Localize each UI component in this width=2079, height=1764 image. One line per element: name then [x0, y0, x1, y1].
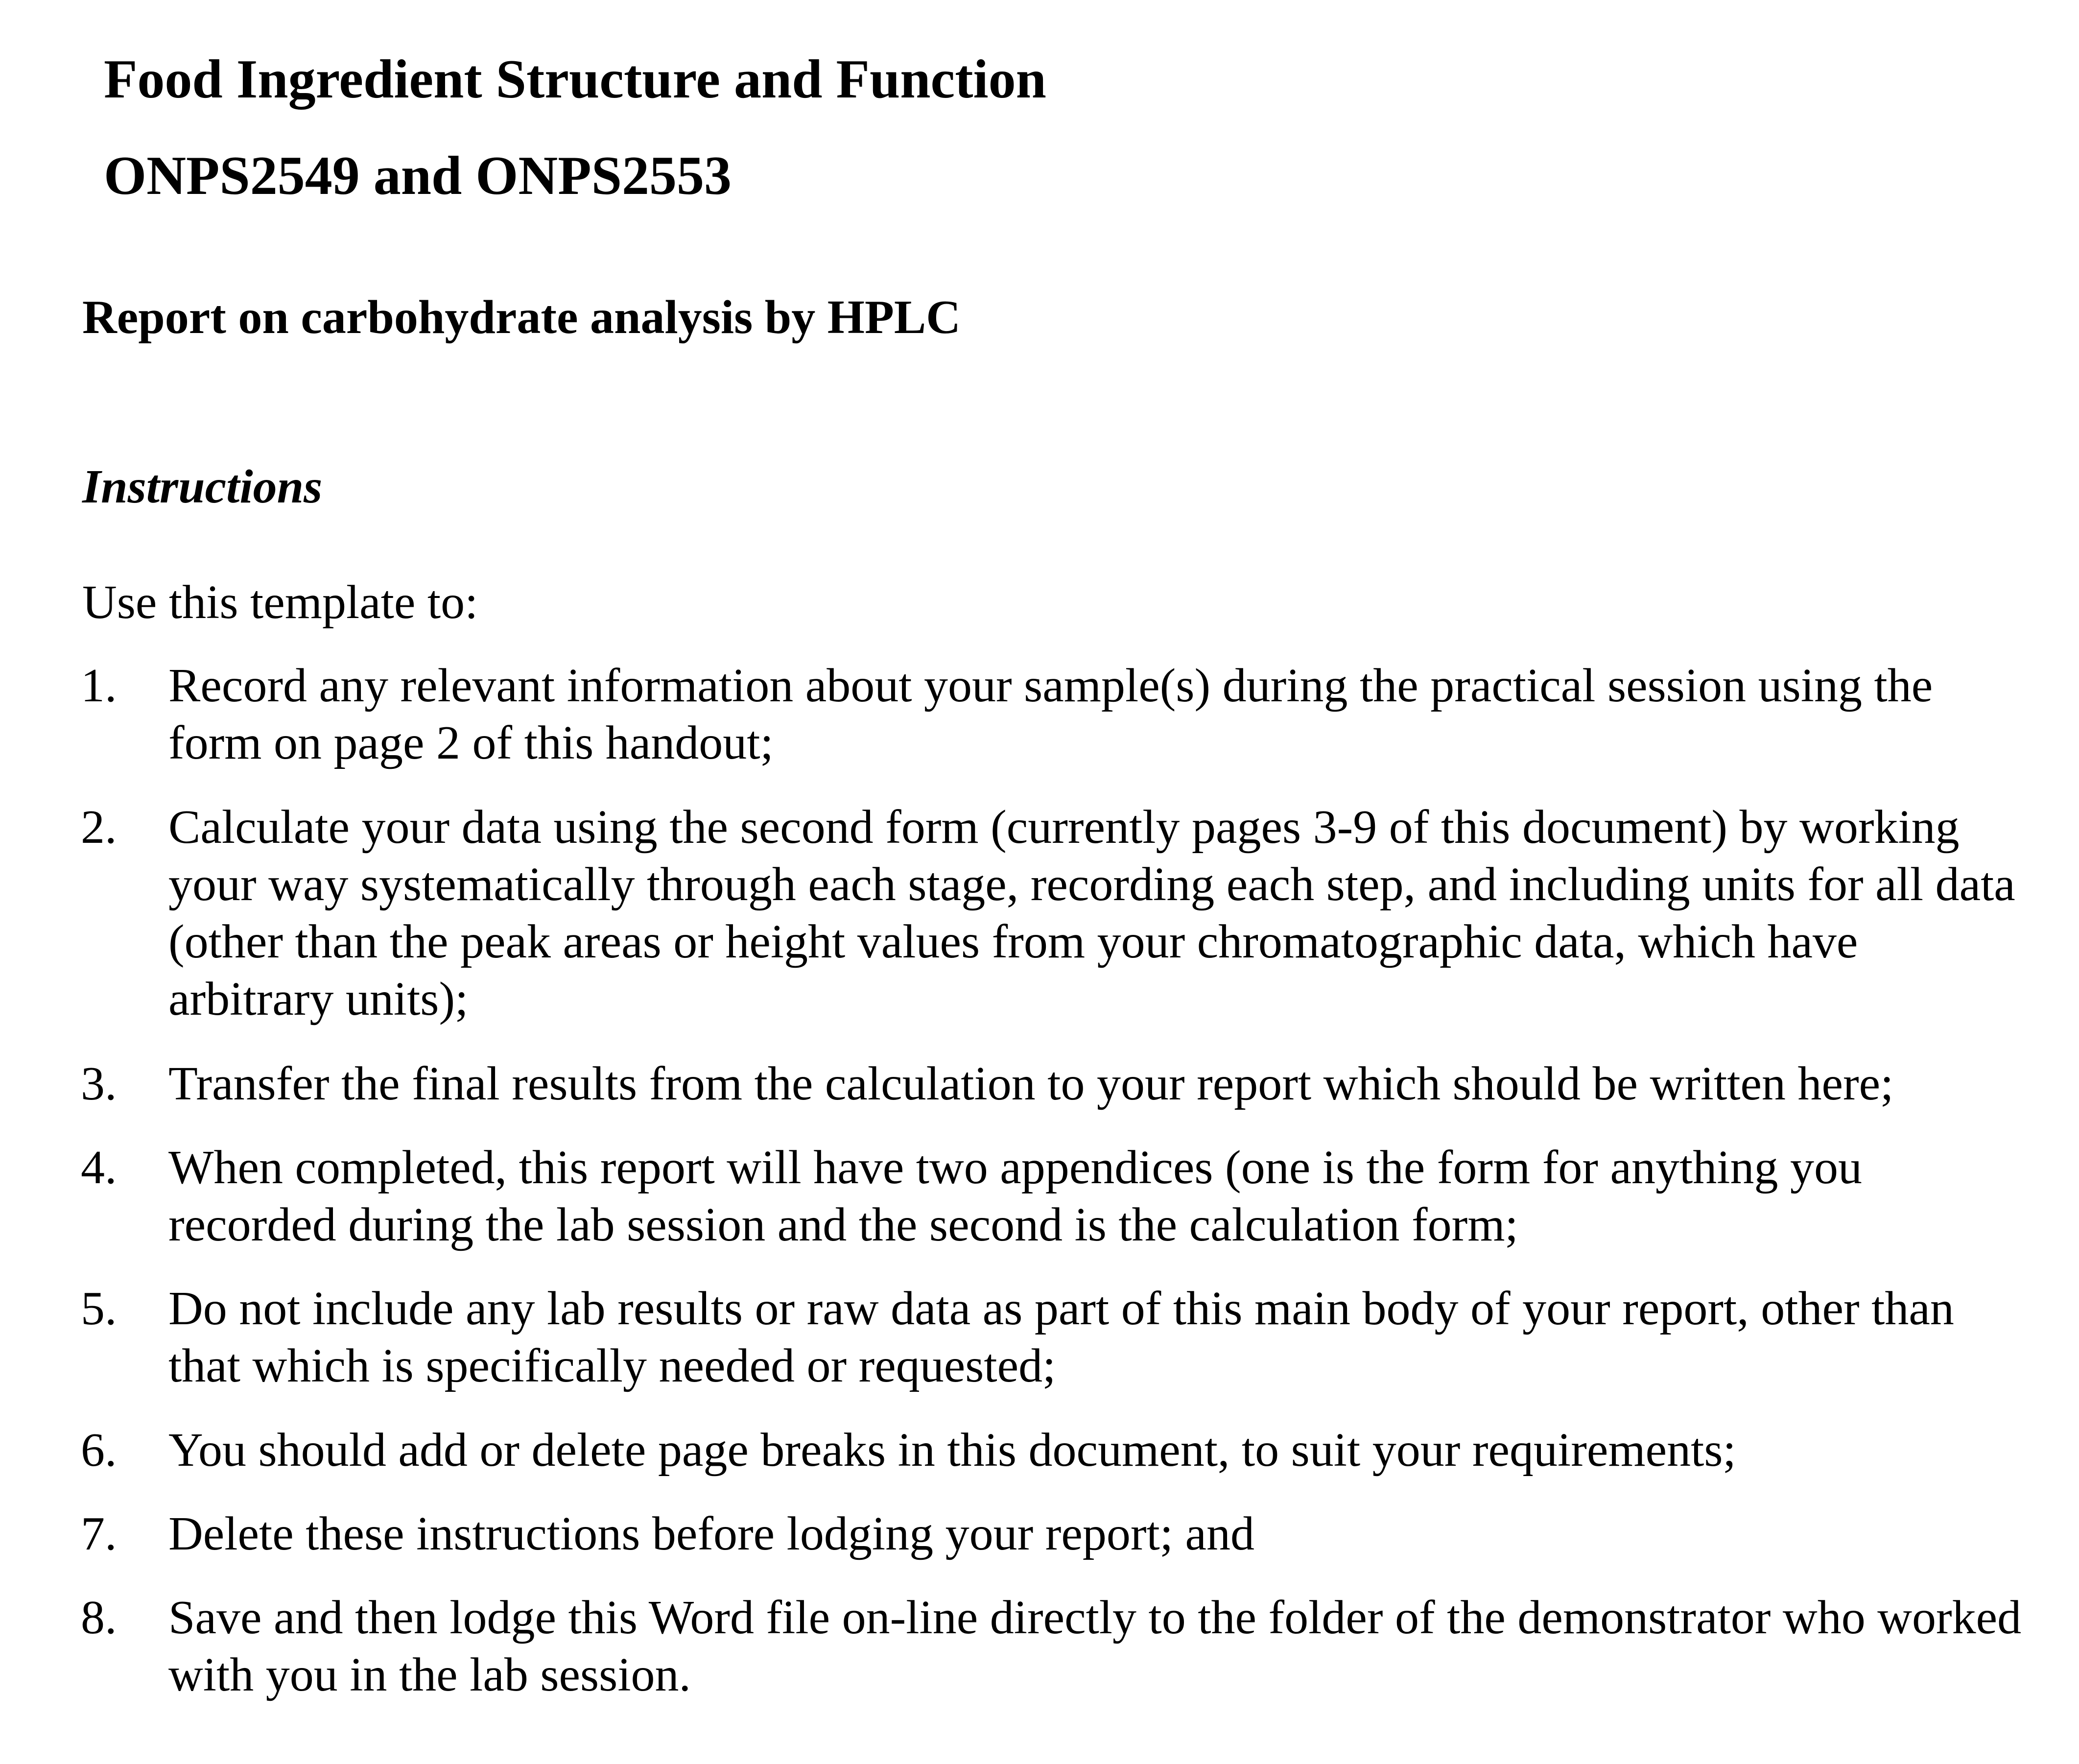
instruction-text: You should add or delete page breaks in this document, to suit your requirements;: [168, 1424, 1736, 1477]
instruction-number: 5.: [81, 1282, 117, 1335]
course-codes: ONPS2549 and ONPS2553: [104, 145, 732, 206]
instruction-number: 1.: [81, 659, 117, 712]
instruction-text: Transfer the final results from the calculation to your report which should be written here;: [168, 1057, 1894, 1110]
instruction-text: When completed, this report will have two appendices (one is the form for anything you recorded during the lab session and the second is the calculation form;: [168, 1141, 1862, 1251]
instructions-intro: Use this template to:: [82, 576, 478, 629]
report-subtitle: Report on carbohydrate analysis by HPLC: [82, 291, 961, 344]
instructions-heading: Instructions: [82, 460, 323, 513]
instruction-text: Calculate your data using the second form (currently pages 3-9 of this document) by working your way systematically through each stage, recording each step, and including units for all data (other than the peak areas or height values from your chromatographic data, which have arbitrary units);: [168, 801, 2015, 1025]
instruction-number: 7.: [81, 1507, 117, 1560]
instruction-text: Do not include any lab results or raw data as part of this main body of your report, other than that which is specifically needed or requested;: [168, 1282, 1954, 1392]
instruction-number: 2.: [81, 801, 117, 854]
instruction-text: Delete these instructions before lodging your report; and: [168, 1507, 1254, 1560]
document-title: Food Ingredient Structure and Function: [104, 49, 1046, 110]
instruction-number: 6.: [81, 1424, 117, 1477]
instruction-number: 8.: [81, 1591, 117, 1644]
instruction-text: Record any relevant information about your sample(s) during the practical session using the form on page 2 of this handout;: [168, 659, 1933, 769]
instruction-number: 3.: [81, 1057, 117, 1110]
instruction-text: Save and then lodge this Word file on-line directly to the folder of the demonstrator who worked with you in the lab session.: [168, 1591, 2022, 1701]
instruction-number: 4.: [81, 1141, 117, 1194]
